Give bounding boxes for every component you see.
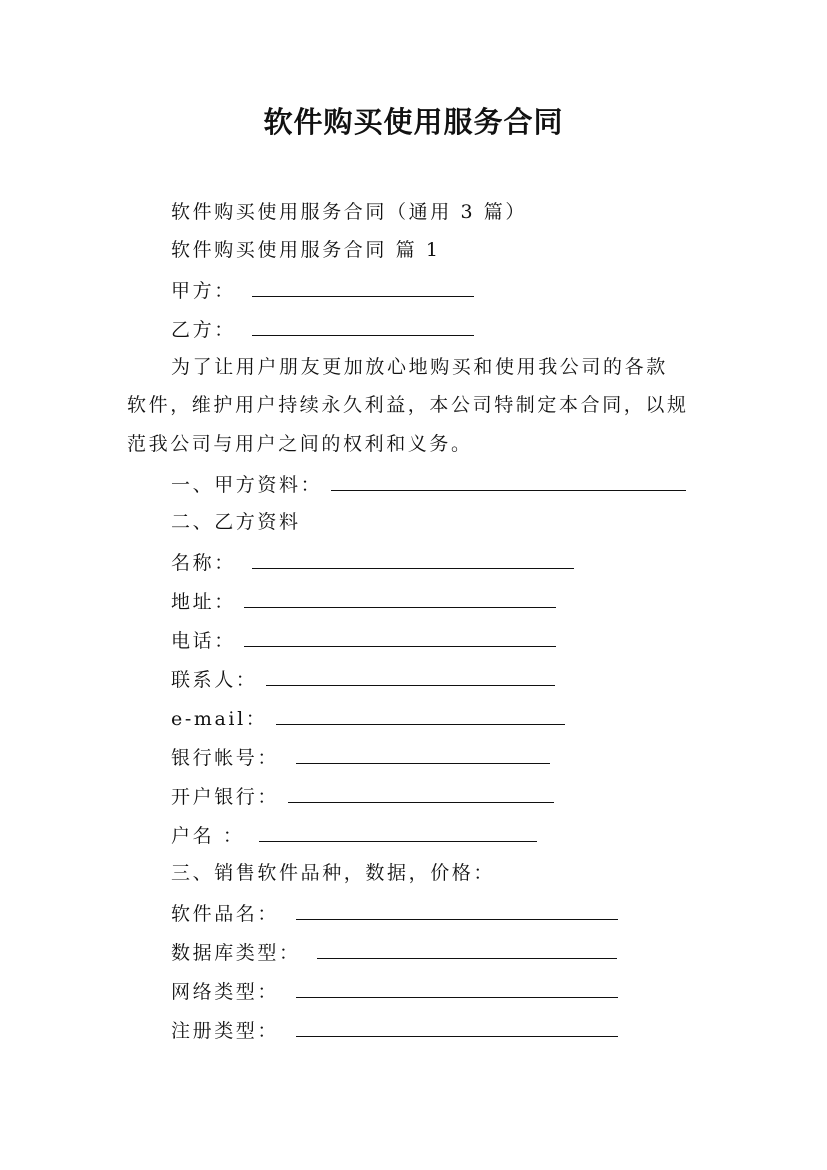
contact-row [171, 665, 771, 693]
party-a-label: 甲方： [171, 280, 236, 302]
address-row [171, 587, 771, 615]
party-a-info-blank[interactable] [331, 470, 686, 491]
address-label: 地址： [171, 591, 236, 613]
bank-account-label: 银行帐号： [171, 747, 280, 769]
phone-blank[interactable] [244, 626, 556, 647]
software-name-label: 软件品名： [171, 903, 280, 925]
name-row [171, 548, 771, 576]
network-type-blank[interactable] [296, 977, 618, 998]
email-label: e-mail： [171, 708, 268, 730]
bank-label: 开户银行： [171, 786, 280, 808]
reg-type-row [171, 1016, 771, 1044]
email-row [171, 704, 771, 732]
reg-type-label: 注册类型： [171, 1020, 280, 1042]
name-label: 名称： [171, 552, 236, 574]
section-heading: 软件购买使用服务合同 篇 1 [171, 239, 441, 261]
bank-blank[interactable] [288, 782, 554, 803]
account-name-row [171, 821, 771, 849]
document-title: 软件购买使用服务合同 [263, 105, 564, 139]
db-type-row [171, 938, 771, 966]
item1-label: 一、甲方资料： [171, 474, 323, 496]
phone-label: 电话： [171, 630, 236, 652]
party-a-row [171, 276, 771, 304]
item1-row [171, 470, 771, 498]
intro-line-3: 范我公司与用户之间的权利和义务。 [127, 433, 473, 455]
contact-blank[interactable] [266, 665, 555, 686]
intro-line-1: 为了让用户朋友更加放心地购买和使用我公司的各款 [171, 356, 668, 378]
db-type-label: 数据库类型： [171, 942, 301, 964]
party-b-label: 乙方： [171, 319, 236, 341]
software-name-blank[interactable] [296, 899, 618, 920]
party-b-blank[interactable] [252, 315, 474, 336]
intro-line-2: 软件，维护用户持续永久利益，本公司特制定本合同，以规 [127, 394, 689, 416]
bank-row [171, 782, 771, 810]
email-blank[interactable] [276, 704, 565, 725]
network-type-label: 网络类型： [171, 981, 280, 1003]
item3-heading: 三、销售软件品种，数据，价格： [171, 862, 496, 884]
db-type-blank[interactable] [317, 938, 617, 959]
name-blank[interactable] [252, 548, 574, 569]
software-name-row [171, 899, 771, 927]
contact-label: 联系人： [171, 669, 258, 691]
party-b-row [171, 315, 771, 343]
account-name-label: 户名 ： [171, 825, 245, 847]
document-subtitle: 软件购买使用服务合同（通用 3 篇） [171, 201, 527, 223]
account-name-blank[interactable] [259, 821, 537, 842]
bank-account-row [171, 743, 771, 771]
item2-heading: 二、乙方资料 [171, 511, 301, 533]
party-a-blank[interactable] [252, 276, 474, 297]
network-type-row [171, 977, 771, 1005]
reg-type-blank[interactable] [296, 1016, 618, 1037]
address-blank[interactable] [244, 587, 556, 608]
phone-row [171, 626, 771, 654]
bank-account-blank[interactable] [296, 743, 550, 764]
